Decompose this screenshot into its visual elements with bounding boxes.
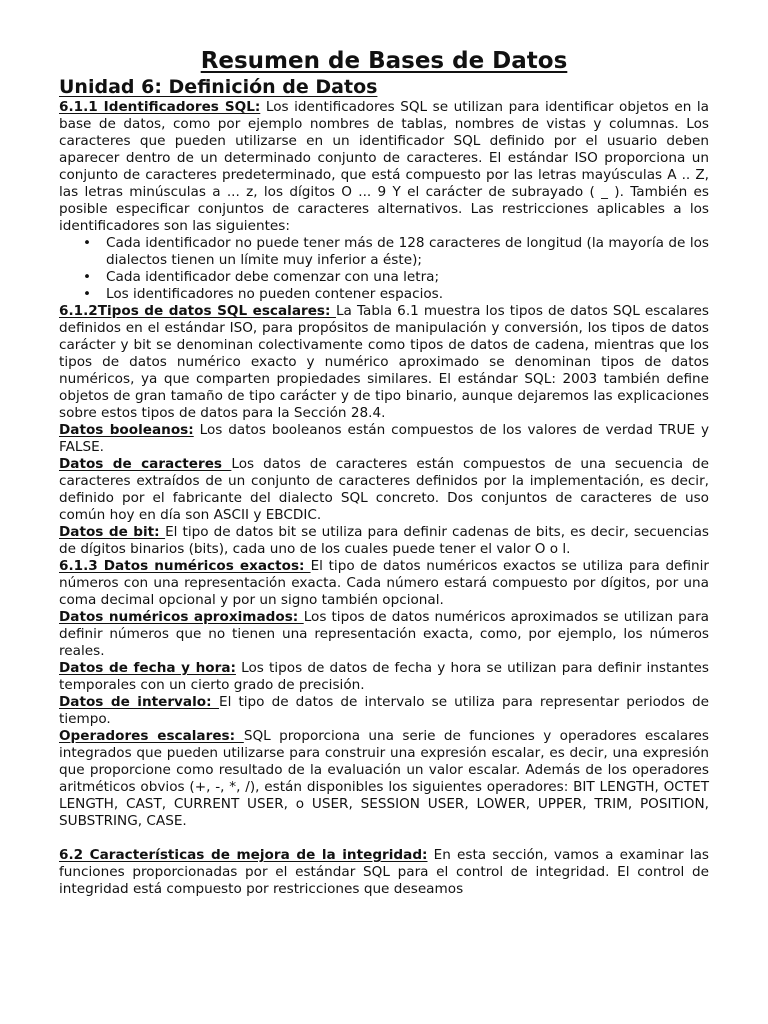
- restrictions-list: [59, 235, 709, 303]
- unit-heading: Unidad 6: Definición de Datos: [59, 76, 378, 98]
- section-text: Los datos de caracteres están compuestos de una secuencia de caracteres extraídos de un conjunto de caracteres definidos por la implementación, es decir, definido por el fabricante del dialecto SQL concreto. Dos conjuntos de caracteres de uso común hoy en día son ASCII y EBCDIC.: [59, 456, 709, 523]
- section-6-1-3: [59, 558, 709, 609]
- section-6-2: [59, 847, 709, 898]
- document-title: Resumen de Bases de Datos: [200, 48, 568, 74]
- section-heading: Datos de caracteres: [59, 456, 232, 472]
- section-text: En esta sección, vamos a examinar las funciones proporcionadas por el estándar SQL para el control de integridad. El control de integridad está compuesto por restricciones que deseamos: [59, 847, 709, 897]
- list-item: • Cada identificador debe comenzar con una letra;: [106, 269, 709, 286]
- paragraph-gap: [59, 830, 709, 847]
- list-item: • Cada identificador no puede tener más de 128 caracteres de longitud (la mayoría de los dialectos tienen un límite muy inferior a éste);: [106, 235, 709, 269]
- datos-fecha-hora: [59, 660, 709, 694]
- section-6-1-1: [59, 99, 709, 235]
- section-heading: 6.2 Características de mejora de la integridad:: [59, 847, 428, 863]
- section-heading: Datos de intervalo:: [59, 694, 220, 710]
- datos-booleanos: [59, 422, 709, 456]
- datos-intervalo: [59, 694, 709, 728]
- section-6-1-2: [59, 303, 709, 422]
- section-heading: Datos numéricos aproximados:: [59, 609, 304, 625]
- section-heading: Datos de bit:: [59, 524, 166, 540]
- section-heading: Datos booleanos:: [59, 422, 194, 438]
- operadores-escalares: [59, 728, 709, 830]
- datos-bit: [59, 524, 709, 558]
- section-heading: Datos de fecha y hora:: [59, 660, 236, 676]
- datos-caracteres: [59, 456, 709, 524]
- section-text: El tipo de datos numéricos exactos se utiliza para definir números con una representación exacta. Cada número estará compuesto por dígitos, por una coma decimal opcional y por un signo también opcional.: [59, 558, 709, 608]
- section-text: Los datos booleanos están compuestos de los valores de verdad TRUE y FALSE.: [59, 422, 709, 455]
- section-text: Los tipos de datos numéricos aproximados se utilizan para definir números que no tienen una representación exacta, como, por ejemplo, los números reales.: [59, 609, 709, 659]
- datos-aproximados: [59, 609, 709, 660]
- section-heading: 6.1.1 Identificadores SQL:: [59, 99, 261, 115]
- section-heading: 6.1.3 Datos numéricos exactos:: [59, 558, 311, 574]
- section-text: Los tipos de datos de fecha y hora se utilizan para definir instantes temporales con un cierto grado de precisión.: [59, 660, 710, 693]
- list-item: • Los identificadores no pueden contener espacios.: [106, 286, 709, 303]
- section-heading: Operadores escalares:: [59, 728, 244, 744]
- section-text: El tipo de datos bit se utiliza para definir cadenas de bits, es decir, secuencias de dígitos binarios (bits), cada uno de los cuales puede tener el valor O o l.: [59, 524, 709, 557]
- section-text: SQL proporciona una serie de funciones y operadores escalares integrados que pueden utilizarse para construir una expresión escalar, es decir, una expresión que proporcione como resultado de la evaluación un valor escalar. Además de los operadores aritméticos obvios (+, -, *, /), están disponibles los siguientes operadores: BIT LENGTH, OCTET LENGTH, CAST, CURRENT USER, o USER, SESSION USER, LOWER, UPPER, TRIM, POSITION, SUBSTRING, CASE.: [59, 728, 709, 829]
- section-text: El tipo de datos de intervalo se utiliza para representar periodos de tiempo.: [59, 694, 709, 727]
- section-heading: 6.1.2Tipos de datos SQL escalares:: [59, 303, 336, 319]
- section-text: Los identificadores SQL se utilizan para identificar objetos en la base de datos, como por ejemplo nombres de tablas, nombres de vistas y columnas. Los caracteres que pueden utilizarse en un identificador SQL definido por el usuario deben aparecer dentro de un determinado conjunto de caracteres. El estándar ISO proporciona un conjunto de caracteres predeterminado, que está compuesto por las letras mayúsculas A .. Z, las letras minúsculas a ... z, los dígitos O ... 9 Y el carácter de subrayado ( _ ). También es posible especificar conjuntos de caracteres alternativos. Las restricciones aplicables a los identificadores son las siguientes:: [59, 99, 709, 234]
- section-text: La Tabla 6.1 muestra los tipos de datos SQL escalares definidos en el estándar ISO, para propósitos de manipulación y conversión, los tipos de datos carácter y bit se denominan colectivamente como tipos de datos de cadena, mientras que los tipos de datos numérico exacto y numérico aproximado se denominan tipos de datos numéricos, ya que comparten propiedades similares. El estándar SQL: 2003 también define objetos de gran tamaño de tipo carácter y de tipo binario, aunque dejaremos las explicaciones sobre estos tipos de datos para la Sección 28.4.: [59, 303, 709, 421]
